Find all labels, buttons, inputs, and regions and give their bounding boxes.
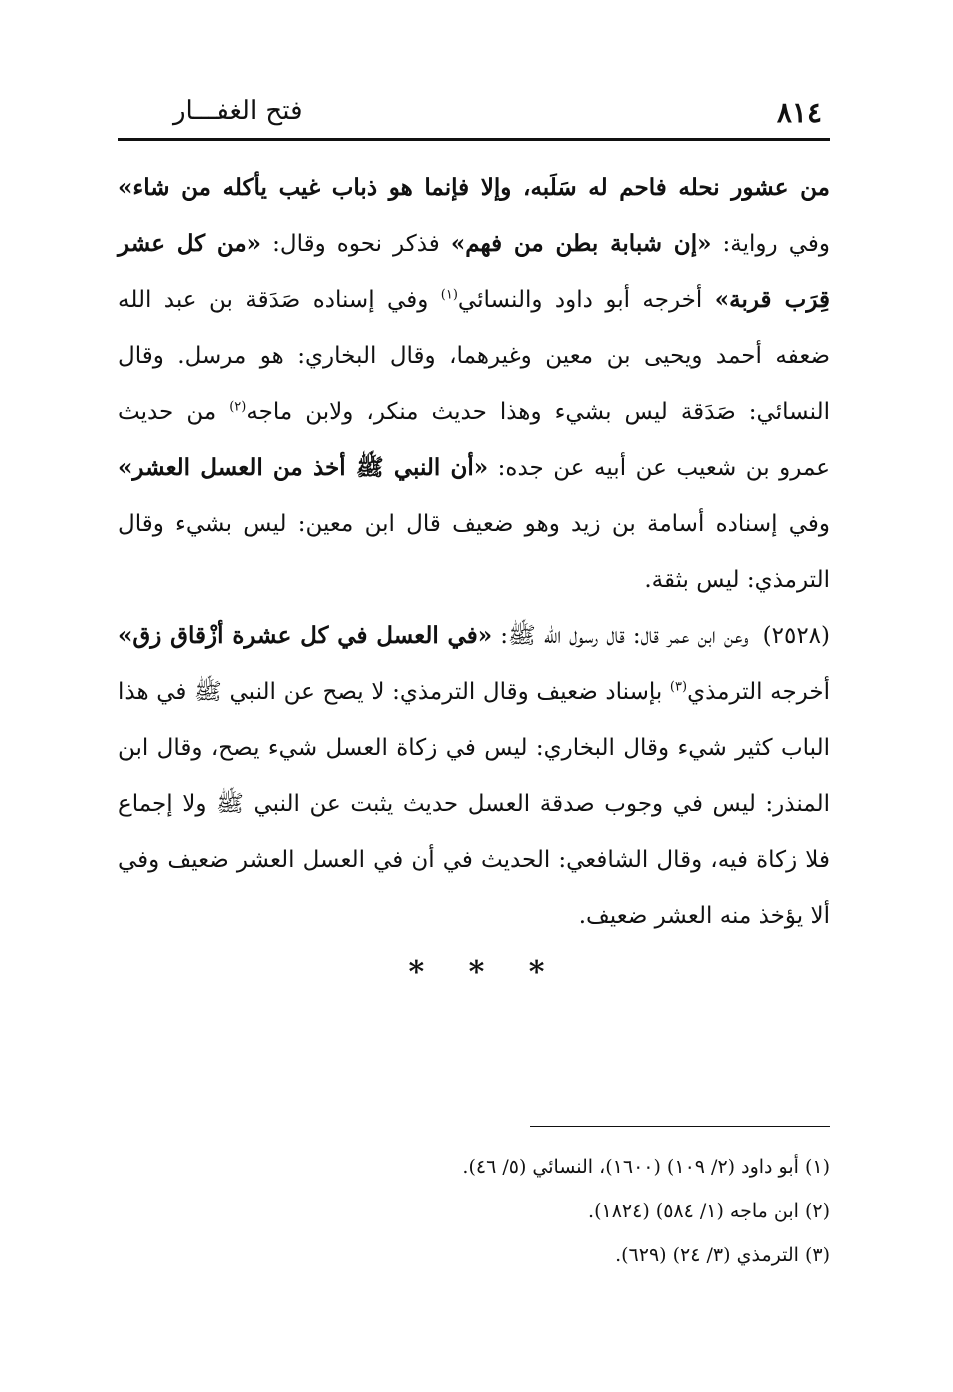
paragraph-hadith-2528	[118, 608, 830, 944]
main-text	[118, 160, 830, 944]
text-span: أخرجه الترمذي	[687, 679, 830, 705]
footnote-1: (١) أبو داود (٢/ ١٠٩) (١٦٠٠)، النسائي (٥/ ٤٦).	[462, 1156, 830, 1178]
footnote-ref-2[interactable]: (٢)	[229, 399, 247, 415]
footnote-ref-3[interactable]: (٣)	[669, 679, 688, 695]
quote-text: من عشور نحله فاحم له سَلَبه، وإلا فإنما هو ذباب غيب يأكله من شاء»	[118, 174, 830, 201]
page-number: ٨١٤	[776, 96, 822, 129]
text-span: وعن ابن عمر قال: قال رسول الله ﷺ:	[492, 623, 749, 649]
header-rule	[118, 138, 830, 141]
quote-text: «إن شبابة بطن من فهم»	[450, 230, 712, 257]
footnote-rule	[530, 1126, 830, 1127]
running-title: فتح الغفـــار	[173, 96, 303, 126]
footnote-2: (٢) ابن ماجه (١/ ٥٨٤) (١٨٢٤).	[588, 1200, 830, 1222]
text-span: وفي إسناده أسامة بن زيد وهو ضعيف قال ابن معين: ليس بشيء وقال الترمذي: ليس بثقة.	[118, 511, 830, 593]
text-span: من حديث عمرو بن شعيب عن أبيه عن جده:	[118, 399, 830, 481]
quote-text: «من كل عشر قِرَب قربة»	[118, 230, 831, 313]
text-span: وفي رواية:	[711, 231, 830, 257]
text-span: بإسناد ضعيف وقال الترمذي: لا يصح عن النبي ﷺ في هذا الباب كثير شيء وقال البخاري: ليس في زكاة العسل شيء يصح، وقال ابن المنذر: ليس في وجوب صدقة العسل حديث يثبت عن النبي ﷺ ولا إجماع فلا زكاة فيه، وقال الشافعي: الحديث في أن في العسل العشر ضعيف وفي ألا يؤخذ منه العشر ضعيف.	[118, 679, 830, 929]
text-span: وفي إسناده صَدَقة بن عبد الله ضعفه أحمد ويحيى بن معين وغيرهما، وقال البخاري: هو مرسل. وقال النسائي: صَدَقة ليس بشيء وهذا حديث منكر، ولابن ماجه	[118, 287, 830, 425]
hadith-number: (٢٥٢٨)	[762, 623, 831, 649]
text-span: فذكر نحوه وقال:	[261, 231, 451, 257]
footnotes	[118, 1145, 830, 1277]
quote-text: «في العسل في كل عشرة أزْقاق زق»	[118, 622, 493, 649]
text-span: أخرجه أبو داود والنسائي	[457, 287, 715, 313]
section-separator: * * *	[408, 955, 545, 990]
footnote-3: (٣) الترمذي (٣/ ٢٤) (٦٢٩).	[615, 1244, 830, 1266]
quote-text: «أن النبي ﷺ أخذ من العسل العشر»	[118, 454, 489, 481]
footnote-ref-1[interactable]: (١)	[440, 287, 458, 303]
page-header	[118, 96, 830, 136]
paragraph-commentary	[118, 160, 830, 608]
